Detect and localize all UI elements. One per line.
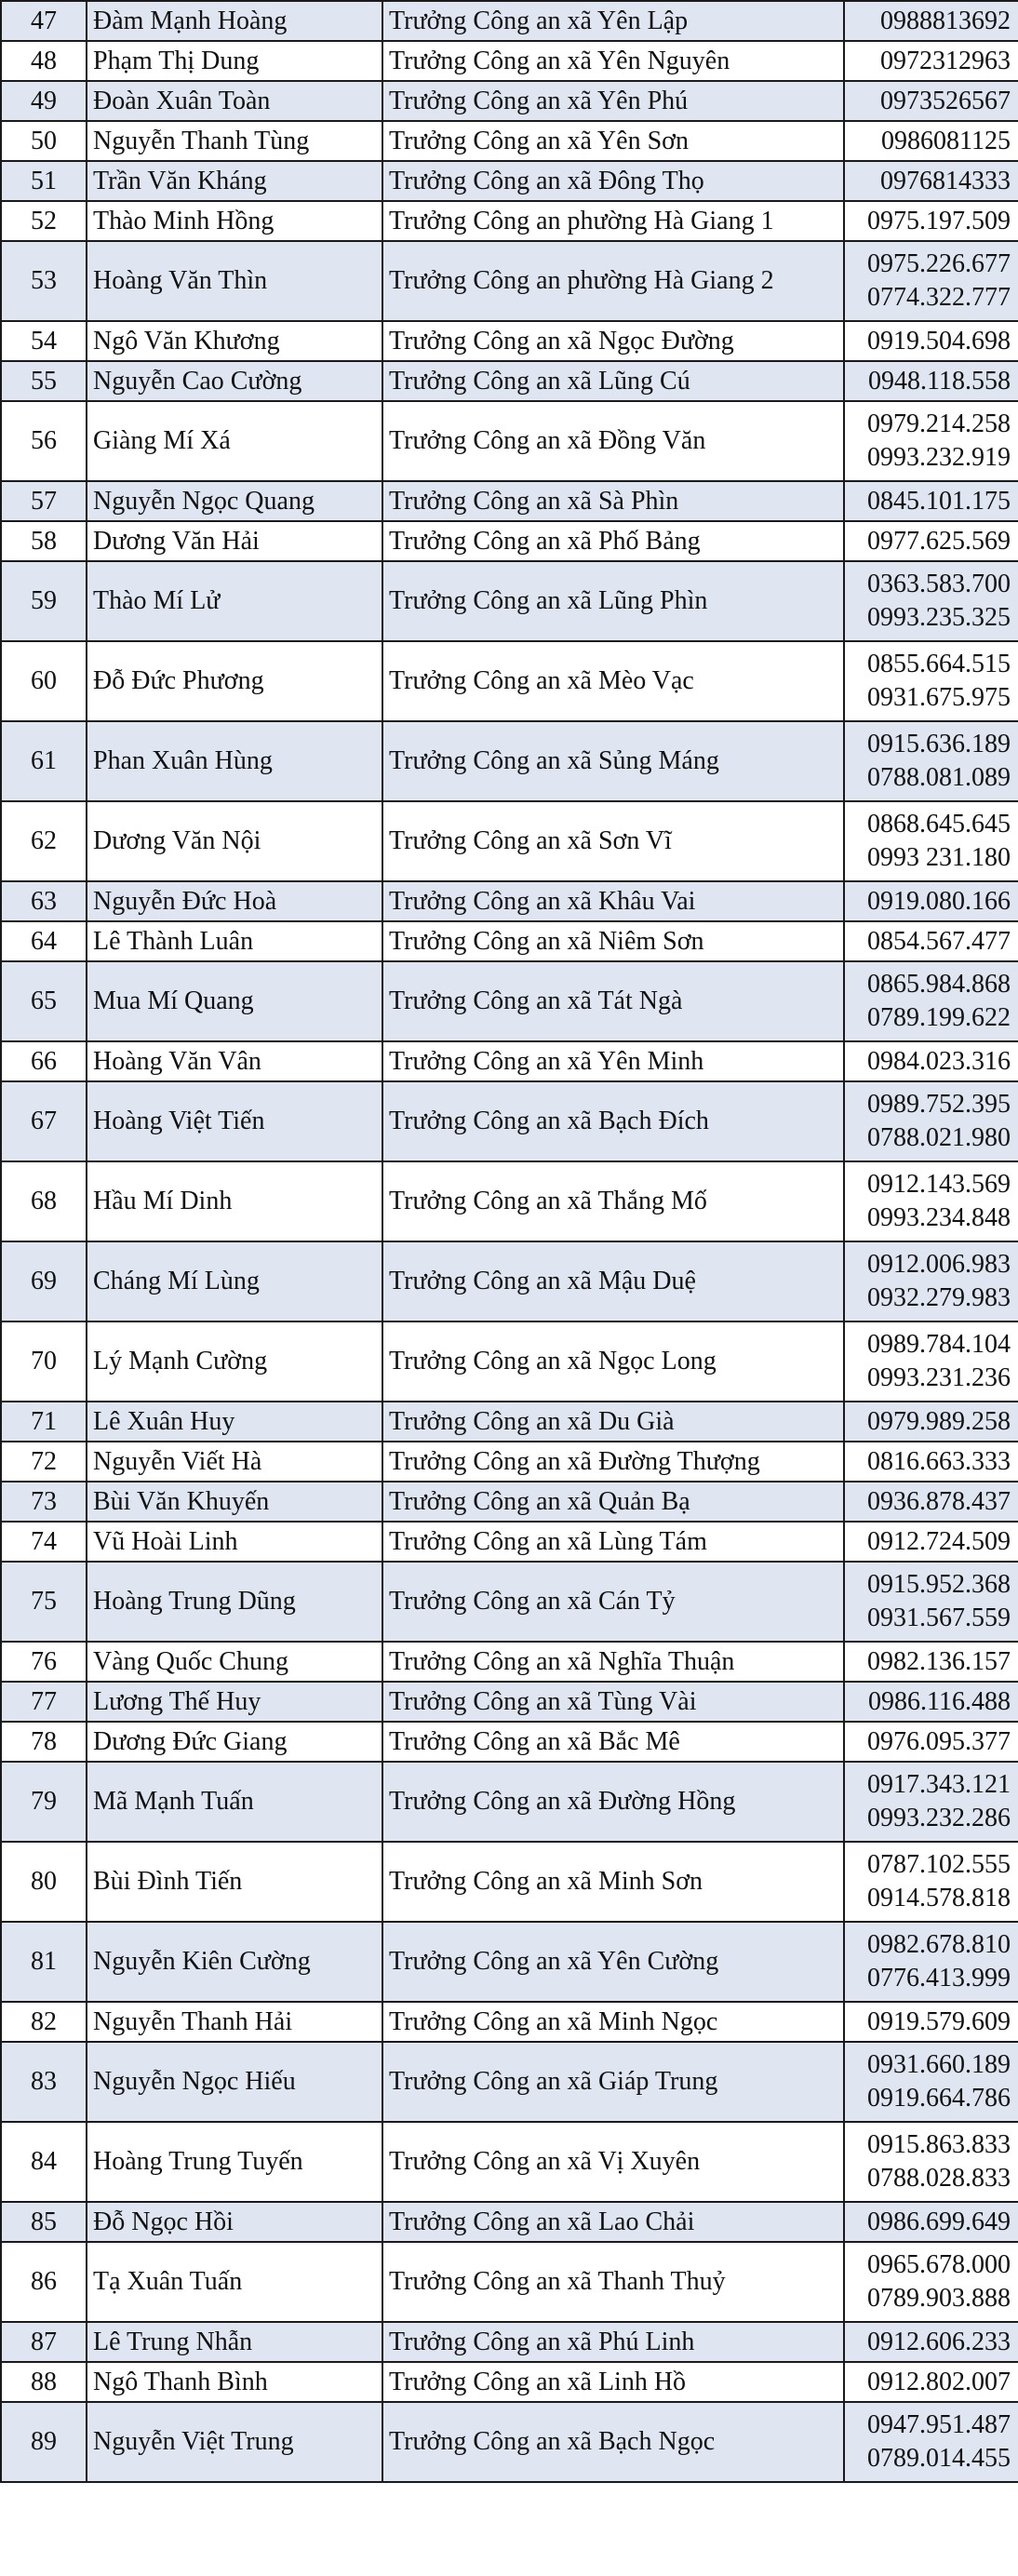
table-row [1, 641, 1018, 721]
person-name: Ngô Thanh Bình [87, 2362, 382, 2402]
table-row [1, 2002, 1018, 2042]
table-row [1, 1522, 1018, 1562]
phone-number: 0919.080.166 [867, 886, 1011, 916]
person-name: Hoàng Trung Dũng [87, 1562, 382, 1642]
phone-number: 0917.343.121 [867, 1770, 1011, 1799]
phone-cell [844, 121, 1018, 161]
phone-number: 0816.663.333 [867, 1446, 1011, 1476]
phone-cell [844, 961, 1018, 1041]
position-title: Trưởng Công an xã Bạch Ngọc [382, 2402, 844, 2482]
position-title: Trưởng Công an xã Đông Thọ [382, 161, 844, 201]
person-name: Tạ Xuân Tuấn [87, 2242, 382, 2322]
phone-number: 0865.984.868 [867, 970, 1011, 999]
position-title: Trưởng Công an xã Yên Lập [382, 1, 844, 41]
table-row [1, 961, 1018, 1041]
table-row [1, 1642, 1018, 1682]
row-number: 51 [1, 161, 87, 201]
phone-number: 0979.989.258 [867, 1406, 1011, 1436]
person-name: Phan Xuân Hùng [87, 721, 382, 801]
person-name: Giàng Mí Xá [87, 401, 382, 481]
person-name: Nguyễn Kiên Cường [87, 1922, 382, 2002]
row-number: 84 [1, 2122, 87, 2202]
row-number: 62 [1, 801, 87, 881]
table-row [1, 481, 1018, 521]
position-title: Trưởng Công an xã Minh Ngọc [382, 2002, 844, 2042]
person-name: Nguyễn Thanh Hải [87, 2002, 382, 2042]
person-name: Cháng Mí Lùng [87, 1241, 382, 1322]
phone-cell [844, 201, 1018, 241]
row-number: 79 [1, 1762, 87, 1842]
phone-number: 0868.645.645 [867, 810, 1011, 839]
phone-number: 0947.951.487 [867, 2410, 1011, 2439]
phone-number: 0984.023.316 [867, 1046, 1011, 1076]
table-row [1, 1562, 1018, 1642]
table-row [1, 1402, 1018, 1442]
row-number: 74 [1, 1522, 87, 1562]
table-row [1, 161, 1018, 201]
position-title: Trưởng Công an xã Lũng Cú [382, 361, 844, 401]
phone-number: 0789.014.455 [867, 2444, 1011, 2473]
phone-number: 0993.235.325 [867, 603, 1011, 632]
phone-number: 0986.699.649 [867, 2207, 1011, 2236]
person-name: Vàng Quốc Chung [87, 1642, 382, 1682]
phone-number: 0982.678.810 [867, 1930, 1011, 1959]
phone-number: 0915.863.833 [867, 2130, 1011, 2159]
row-number: 49 [1, 81, 87, 121]
row-number: 53 [1, 241, 87, 321]
row-number: 73 [1, 1482, 87, 1522]
position-title: Trưởng Công an xã Yên Minh [382, 1041, 844, 1081]
phone-cell [844, 2362, 1018, 2402]
phone-cell [844, 1, 1018, 41]
phone-cell [844, 1241, 1018, 1322]
phone-number: 0936.878.437 [867, 1486, 1011, 1516]
phone-cell [844, 361, 1018, 401]
person-name: Hoàng Việt Tiến [87, 1081, 382, 1161]
phone-cell [844, 161, 1018, 201]
position-title: Trưởng Công an xã Ngọc Đường [382, 321, 844, 361]
position-title: Trưởng Công an xã Vị Xuyên [382, 2122, 844, 2202]
person-name: Hầu Mí Dinh [87, 1161, 382, 1241]
row-number: 78 [1, 1722, 87, 1762]
phone-cell [844, 1562, 1018, 1642]
row-number: 48 [1, 41, 87, 81]
person-name: Lê Trung Nhẫn [87, 2322, 382, 2362]
phone-number: 0993.232.286 [867, 1804, 1011, 1832]
phone-cell [844, 1722, 1018, 1762]
table-row [1, 1842, 1018, 1922]
position-title: Trưởng Công an xã Sơn Vĩ [382, 801, 844, 881]
table-row [1, 1682, 1018, 1722]
phone-cell [844, 401, 1018, 481]
phone-number: 0788.028.833 [867, 2164, 1011, 2193]
table-row [1, 2402, 1018, 2482]
position-title: Trưởng Công an xã Sủng Máng [382, 721, 844, 801]
phone-number: 0976.095.377 [867, 1726, 1011, 1756]
phone-number: 0989.752.395 [867, 1090, 1011, 1119]
phone-number: 0993.232.919 [867, 443, 1011, 472]
person-name: Dương Văn Nội [87, 801, 382, 881]
phone-number: 0965.678.000 [867, 2250, 1011, 2279]
table-row [1, 1762, 1018, 1842]
phone-number: 0915.952.368 [867, 1570, 1011, 1599]
row-number: 75 [1, 1562, 87, 1642]
phone-cell [844, 2202, 1018, 2242]
position-title: Trưởng Công an xã Linh Hồ [382, 2362, 844, 2402]
phone-cell [844, 881, 1018, 921]
position-title: Trưởng Công an xã Tùng Vài [382, 1682, 844, 1722]
position-title: Trưởng Công an phường Hà Giang 2 [382, 241, 844, 321]
row-number: 86 [1, 2242, 87, 2322]
person-name: Đàm Mạnh Hoàng [87, 1, 382, 41]
position-title: Trưởng Công an xã Yên Nguyên [382, 41, 844, 81]
phone-cell [844, 81, 1018, 121]
phone-cell [844, 481, 1018, 521]
table-row [1, 361, 1018, 401]
phone-cell [844, 1402, 1018, 1442]
row-number: 89 [1, 2402, 87, 2482]
phone-number: 0912.802.007 [867, 2367, 1011, 2396]
position-title: Trưởng Công an xã Du Già [382, 1402, 844, 1442]
table-row [1, 2242, 1018, 2322]
person-name: Bùi Đình Tiến [87, 1842, 382, 1922]
person-name: Bùi Văn Khuyến [87, 1482, 382, 1522]
table-row [1, 201, 1018, 241]
table-row [1, 41, 1018, 81]
row-number: 69 [1, 1241, 87, 1322]
person-name: Lê Thành Luân [87, 921, 382, 961]
person-name: Nguyễn Cao Cường [87, 361, 382, 401]
position-title: Trưởng Công an xã Ngọc Long [382, 1322, 844, 1402]
phone-number: 0788.081.089 [867, 763, 1011, 792]
phone-number: 0845.101.175 [867, 486, 1011, 516]
person-name: Thào Mí Lử [87, 561, 382, 641]
phone-number: 0912.143.569 [867, 1170, 1011, 1199]
phone-cell [844, 1442, 1018, 1482]
row-number: 66 [1, 1041, 87, 1081]
person-name: Đỗ Đức Phương [87, 641, 382, 721]
row-number: 47 [1, 1, 87, 41]
row-number: 60 [1, 641, 87, 721]
row-number: 57 [1, 481, 87, 521]
phone-number: 0919.579.609 [867, 2006, 1011, 2036]
person-name: Trần Văn Kháng [87, 161, 382, 201]
row-number: 71 [1, 1402, 87, 1442]
person-name: Vũ Hoài Linh [87, 1522, 382, 1562]
table-row [1, 1161, 1018, 1241]
person-name: Nguyễn Viết Hà [87, 1442, 382, 1482]
phone-cell [844, 2242, 1018, 2322]
row-number: 56 [1, 401, 87, 481]
phone-number: 0912.724.509 [867, 1526, 1011, 1556]
position-title: Trưởng Công an xã Mèo Vạc [382, 641, 844, 721]
phone-number: 0789.199.622 [867, 1003, 1011, 1032]
phone-number: 0363.583.700 [867, 570, 1011, 598]
position-title: Trưởng Công an xã Lao Chải [382, 2202, 844, 2242]
position-title: Trưởng Công an xã Đồng Văn [382, 401, 844, 481]
position-title: Trưởng Công an phường Hà Giang 1 [382, 201, 844, 241]
table-row [1, 121, 1018, 161]
row-number: 58 [1, 521, 87, 561]
row-number: 76 [1, 1642, 87, 1682]
phone-number: 0789.903.888 [867, 2284, 1011, 2313]
position-title: Trưởng Công an xã Bắc Mê [382, 1722, 844, 1762]
row-number: 61 [1, 721, 87, 801]
phone-cell [844, 1161, 1018, 1241]
row-number: 83 [1, 2042, 87, 2122]
phone-cell [844, 1322, 1018, 1402]
table-row [1, 1041, 1018, 1081]
row-number: 87 [1, 2322, 87, 2362]
phone-cell [844, 2042, 1018, 2122]
phone-cell [844, 1682, 1018, 1722]
row-number: 80 [1, 1842, 87, 1922]
row-number: 88 [1, 2362, 87, 2402]
phone-cell [844, 1482, 1018, 1522]
position-title: Trưởng Công an xã Lùng Tám [382, 1522, 844, 1562]
phone-number: 0912.006.983 [867, 1250, 1011, 1279]
table-body [1, 1, 1018, 2482]
row-number: 70 [1, 1322, 87, 1402]
person-name: Đỗ Ngọc Hồi [87, 2202, 382, 2242]
table-row [1, 1442, 1018, 1482]
position-title: Trưởng Công an xã Niêm Sơn [382, 921, 844, 961]
person-name: Nguyễn Ngọc Hiếu [87, 2042, 382, 2122]
table-row [1, 2322, 1018, 2362]
table-row [1, 2122, 1018, 2202]
row-number: 64 [1, 921, 87, 961]
phone-number: 0931.660.189 [867, 2050, 1011, 2079]
position-title: Trưởng Công an xã Tát Ngà [382, 961, 844, 1041]
position-title: Trưởng Công an xã Yên Phú [382, 81, 844, 121]
phone-cell [844, 1642, 1018, 1682]
table-row [1, 321, 1018, 361]
person-name: Phạm Thị Dung [87, 41, 382, 81]
row-number: 63 [1, 881, 87, 921]
table-row [1, 1922, 1018, 2002]
phone-number: 0989.784.104 [867, 1330, 1011, 1359]
person-name: Lý Mạnh Cường [87, 1322, 382, 1402]
phone-number: 0975.226.677 [867, 249, 1011, 278]
position-title: Trưởng Công an xã Đường Hồng [382, 1762, 844, 1842]
phone-cell [844, 721, 1018, 801]
phone-number: 0776.413.999 [867, 1964, 1011, 1992]
phone-cell [844, 1522, 1018, 1562]
person-name: Hoàng Văn Thìn [87, 241, 382, 321]
phone-number: 0932.279.983 [867, 1283, 1011, 1312]
row-number: 72 [1, 1442, 87, 1482]
position-title: Trưởng Công an xã Thắng Mố [382, 1161, 844, 1241]
position-title: Trưởng Công an xã Thanh Thuỷ [382, 2242, 844, 2322]
person-name: Mua Mí Quang [87, 961, 382, 1041]
phone-number: 0982.136.157 [867, 1646, 1011, 1676]
table-row [1, 401, 1018, 481]
position-title: Trưởng Công an xã Yên Cường [382, 1922, 844, 2002]
row-number: 67 [1, 1081, 87, 1161]
phone-cell [844, 1842, 1018, 1922]
table-row [1, 2202, 1018, 2242]
phone-number: 0972312963 [880, 46, 1011, 75]
position-title: Trưởng Công an xã Phố Bảng [382, 521, 844, 561]
position-title: Trưởng Công an xã Yên Sơn [382, 121, 844, 161]
position-title: Trưởng Công an xã Bạch Đích [382, 1081, 844, 1161]
table-row [1, 1482, 1018, 1522]
phone-number: 0973526567 [880, 86, 1011, 115]
person-name: Nguyễn Ngọc Quang [87, 481, 382, 521]
row-number: 54 [1, 321, 87, 361]
phone-cell [844, 561, 1018, 641]
phone-cell [844, 1922, 1018, 2002]
row-number: 68 [1, 1161, 87, 1241]
table-row [1, 81, 1018, 121]
phone-number: 0986.116.488 [868, 1686, 1011, 1716]
phone-number: 0788.021.980 [867, 1123, 1011, 1152]
person-name: Nguyễn Thanh Tùng [87, 121, 382, 161]
phone-cell [844, 2122, 1018, 2202]
table-row [1, 881, 1018, 921]
table-row [1, 561, 1018, 641]
person-name: Lương Thế Huy [87, 1682, 382, 1722]
phone-number: 0912.606.233 [867, 2327, 1011, 2356]
phone-cell [844, 41, 1018, 81]
row-number: 59 [1, 561, 87, 641]
phone-cell [844, 801, 1018, 881]
row-number: 55 [1, 361, 87, 401]
phone-cell [844, 2002, 1018, 2042]
person-name: Nguyễn Việt Trung [87, 2402, 382, 2482]
phone-cell [844, 2322, 1018, 2362]
phone-cell [844, 1081, 1018, 1161]
phone-number: 0948.118.558 [868, 366, 1011, 396]
position-title: Trưởng Công an xã Khâu Vai [382, 881, 844, 921]
table-row [1, 921, 1018, 961]
table-row [1, 1, 1018, 41]
position-title: Trưởng Công an xã Lũng Phìn [382, 561, 844, 641]
row-number: 81 [1, 1922, 87, 2002]
table-row [1, 721, 1018, 801]
row-number: 52 [1, 201, 87, 241]
table-row [1, 1241, 1018, 1322]
phone-number: 0975.197.509 [867, 206, 1011, 235]
row-number: 82 [1, 2002, 87, 2042]
phone-cell [844, 521, 1018, 561]
phone-cell [844, 921, 1018, 961]
phone-cell [844, 641, 1018, 721]
phone-number: 0993.231.236 [867, 1363, 1011, 1392]
phone-cell [844, 241, 1018, 321]
position-title: Trưởng Công an xã Minh Sơn [382, 1842, 844, 1922]
phone-number: 0855.664.515 [867, 650, 1011, 678]
table-row [1, 2042, 1018, 2122]
phone-cell [844, 321, 1018, 361]
phone-number: 0914.578.818 [867, 1884, 1011, 1912]
table-row [1, 2362, 1018, 2402]
table-row [1, 521, 1018, 561]
position-title: Trưởng Công an xã Đường Thượng [382, 1442, 844, 1482]
position-title: Trưởng Công an xã Sà Phìn [382, 481, 844, 521]
person-name: Hoàng Trung Tuyến [87, 2122, 382, 2202]
row-number: 77 [1, 1682, 87, 1722]
phone-cell [844, 1041, 1018, 1081]
person-name: Dương Văn Hải [87, 521, 382, 561]
person-name: Lê Xuân Huy [87, 1402, 382, 1442]
row-number: 65 [1, 961, 87, 1041]
table-row [1, 1722, 1018, 1762]
phone-number: 0854.567.477 [867, 926, 1011, 956]
phone-cell [844, 2402, 1018, 2482]
position-title: Trưởng Công an xã Nghĩa Thuận [382, 1642, 844, 1682]
table-row [1, 1081, 1018, 1161]
phone-number: 0931.567.559 [867, 1603, 1011, 1632]
position-title: Trưởng Công an xã Giáp Trung [382, 2042, 844, 2122]
person-name: Hoàng Văn Vân [87, 1041, 382, 1081]
phone-number: 0915.636.189 [867, 730, 1011, 758]
row-number: 85 [1, 2202, 87, 2242]
phone-number: 0919.664.786 [867, 2084, 1011, 2113]
phone-number: 0979.214.258 [867, 409, 1011, 438]
phone-number: 0774.322.777 [867, 283, 1011, 312]
person-name: Đoàn Xuân Toàn [87, 81, 382, 121]
phone-number: 0787.102.555 [867, 1850, 1011, 1879]
phone-number: 0919.504.698 [867, 326, 1011, 356]
phone-number: 0993 231.180 [867, 843, 1011, 872]
position-title: Trưởng Công an xã Mậu Duệ [382, 1241, 844, 1322]
position-title: Trưởng Công an xã Quản Bạ [382, 1482, 844, 1522]
phone-number: 0977.625.569 [867, 526, 1011, 556]
table-row [1, 241, 1018, 321]
row-number: 50 [1, 121, 87, 161]
person-name: Dương Đức Giang [87, 1722, 382, 1762]
phone-number: 0986081125 [881, 126, 1011, 155]
person-name: Ngô Văn Khương [87, 321, 382, 361]
person-name: Thào Minh Hồng [87, 201, 382, 241]
table-row [1, 801, 1018, 881]
person-name: Mã Mạnh Tuấn [87, 1762, 382, 1842]
position-title: Trưởng Công an xã Phú Linh [382, 2322, 844, 2362]
phone-number: 0993.234.848 [867, 1203, 1011, 1232]
phone-number: 0931.675.975 [867, 683, 1011, 712]
person-name: Nguyễn Đức Hoà [87, 881, 382, 921]
phone-number: 0976814333 [880, 166, 1011, 195]
phone-cell [844, 1762, 1018, 1842]
position-title: Trưởng Công an xã Cán Tỷ [382, 1562, 844, 1642]
phone-number: 0988813692 [880, 6, 1011, 35]
table-row [1, 1322, 1018, 1402]
